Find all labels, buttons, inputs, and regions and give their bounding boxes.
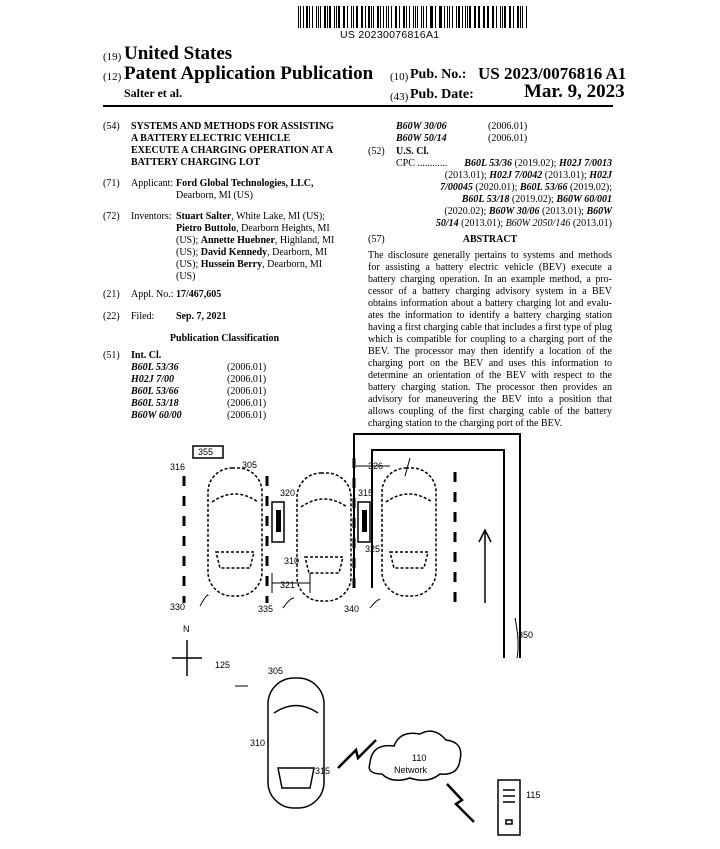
- abstract-line: which is compatible for coupling to a charging port of the: [368, 334, 612, 345]
- label-network: Network: [394, 765, 428, 775]
- cpc-year: (2019.02);: [511, 158, 559, 169]
- barcode-bar: [399, 6, 400, 28]
- vehicle-340: [382, 468, 436, 596]
- inventor-name: Annette Huebner: [200, 235, 275, 246]
- cpc-line: [396, 218, 612, 230]
- code-21: (21): [103, 289, 120, 300]
- cpc-code: B60W 30/06: [488, 206, 540, 217]
- label-316: 316: [170, 462, 186, 472]
- inventors-list: [176, 211, 346, 283]
- barcode-bar: [320, 6, 321, 28]
- barcode-bar: [353, 6, 354, 28]
- barcode-bar: [520, 6, 521, 28]
- class-code: B60W 60/00: [131, 410, 182, 421]
- inventor-location: , White Lake, MI (US);: [231, 211, 325, 222]
- vehicle-335: [297, 473, 351, 601]
- label-355: 355: [198, 447, 214, 457]
- appl-label: Appl. No.:: [131, 289, 174, 300]
- label-321: 321: [280, 580, 296, 590]
- barcode-bar: [303, 6, 304, 28]
- barcode-bar: [456, 6, 457, 28]
- barcode-bar: [510, 6, 511, 28]
- abstract-line: having a first charging cable that includes a first type of plug: [368, 322, 612, 333]
- abstract-line: battery charging operation. In an example method, a pro-: [368, 274, 612, 285]
- inventor-name: Pietro Buttolo: [176, 223, 237, 234]
- barcode-bar: [500, 6, 501, 28]
- cpc-code: B60L 53/66: [519, 182, 568, 193]
- inventor-name: Hussein Berry: [200, 259, 263, 270]
- code-19: (19): [103, 51, 122, 63]
- barcode-bar: [467, 6, 468, 28]
- country: United States: [124, 43, 233, 64]
- cpc-code: H02J 7/0042: [489, 170, 543, 181]
- leader-335: [283, 598, 294, 608]
- barcode-bar: [487, 6, 489, 28]
- inventor-location: (US): [176, 271, 196, 282]
- appl-no: 17/467,605: [176, 289, 222, 300]
- cpc-line: [396, 158, 612, 170]
- class-code: B60W 30/06: [396, 121, 447, 132]
- cpc-year: (2013.01);: [458, 218, 506, 229]
- barcode-bar: [336, 6, 337, 28]
- barcode-bar: [435, 6, 436, 28]
- server-icon: [498, 780, 520, 835]
- label-340: 340: [344, 604, 360, 614]
- title-line: SYSTEMS AND METHODS FOR ASSISTING: [131, 121, 334, 132]
- barcode-bar: [484, 6, 485, 28]
- cpc-code: 7/00045: [440, 182, 473, 193]
- cpc-code: B60W 2050/146: [505, 218, 571, 229]
- barcode-bar: [351, 6, 352, 28]
- barcode-bar: [465, 6, 466, 28]
- abstract-line: charging port on the BEV and uses this information to: [368, 358, 612, 369]
- barcode-bar: [440, 6, 441, 28]
- title: [131, 121, 346, 169]
- cont-class-list: [396, 121, 616, 145]
- barcode-bar: [475, 6, 476, 28]
- barcode-bar: [334, 6, 335, 28]
- class-year: (2006.01): [488, 133, 528, 144]
- cpc-year: (2019.02);: [509, 194, 557, 205]
- cable-icon: [362, 510, 367, 532]
- label-315: 315: [358, 488, 374, 498]
- barcode-bar: [522, 6, 523, 28]
- class-code: B60L 53/36: [131, 362, 179, 373]
- barcode-bar: [329, 6, 331, 28]
- barcode-bar: [365, 6, 366, 28]
- class-year: (2006.01): [227, 386, 267, 397]
- pub-date-label: Pub. Date:: [410, 87, 474, 102]
- barcode-bar: [318, 6, 319, 28]
- inventor-location: (US);: [176, 259, 201, 270]
- class-year: (2006.01): [227, 398, 267, 409]
- label-335: 335: [258, 604, 274, 614]
- abstract-line: battery charging station. The processor then provides an: [368, 382, 612, 393]
- cpc-line: [396, 194, 612, 206]
- barcode-bar: [421, 6, 422, 28]
- barcode-bar: [423, 6, 424, 28]
- inventor-name: Stuart Salter: [176, 211, 232, 222]
- cpc-line: [396, 206, 612, 218]
- code-43: (43): [390, 91, 409, 103]
- cpc-year: (2013.01);: [542, 170, 590, 181]
- barcode-bar: [316, 6, 317, 28]
- barcode-bar: [309, 6, 311, 28]
- cpc-code: B60W 60/001: [556, 194, 612, 205]
- barcode-number: US 20230076816A1: [340, 29, 440, 41]
- patent-figure: [160, 428, 720, 849]
- abstract-heading: ABSTRACT: [462, 234, 518, 245]
- class-code: B60L 53/66: [131, 386, 179, 397]
- barcode-bar: [496, 6, 497, 28]
- abstract-line: BEV. The processor may then identify a location of the: [368, 346, 612, 357]
- cpc-year: (2020.02);: [444, 206, 489, 217]
- barcode-bar: [344, 6, 345, 28]
- inventor-location: (US);: [176, 235, 201, 246]
- inventor-location: , Highland, MI: [274, 235, 335, 246]
- abstract-line: ates the information to identify a battery charging station: [368, 310, 612, 321]
- barcode-bar: [386, 6, 387, 28]
- class-year: (2006.01): [227, 410, 267, 421]
- label-310b: 310: [250, 738, 266, 748]
- filed-date: Sep. 7, 2021: [176, 311, 227, 322]
- barcode-bar: [306, 6, 307, 28]
- cpc-year: (2020.01);: [472, 182, 520, 193]
- barcode-bar: [502, 6, 503, 28]
- cpc-code: B60L 53/36: [464, 158, 512, 169]
- applicant-city: Dearborn, MI (US): [176, 190, 253, 201]
- inventor-location: (US);: [176, 247, 201, 258]
- barcode-bar: [415, 6, 416, 28]
- inventor-location: , Dearborn, MI: [262, 259, 323, 270]
- barcode-bar: [388, 6, 389, 28]
- int-cl-label: Int. Cl.: [131, 350, 162, 361]
- int-cl-list: [131, 362, 351, 422]
- title-line: EXECUTE A CHARGING OPERATION AT A: [131, 145, 333, 156]
- barcode-bar: [300, 6, 301, 28]
- label-125: 125: [215, 660, 231, 670]
- cpc-line: [396, 170, 612, 182]
- label-325: 325: [365, 544, 381, 554]
- publication-type: Patent Application Publication: [124, 63, 374, 84]
- barcode-bar: [391, 6, 392, 28]
- lane-arrow: [479, 530, 491, 603]
- barcode-bar: [526, 6, 527, 28]
- code-52: (52): [368, 146, 385, 157]
- class-code: H02J 7/00: [131, 374, 175, 385]
- barcode-bar: [417, 6, 418, 28]
- barcode-bar: [431, 6, 433, 28]
- barcode-bar: [338, 6, 339, 28]
- abstract-line: for assisting a battery electric vehicle (BEV) execute a: [368, 262, 612, 273]
- cpc-year: (2013.01): [570, 218, 612, 229]
- cpc-block: [396, 158, 612, 230]
- barcode-bar: [409, 6, 410, 28]
- abstract-text: [368, 250, 612, 430]
- label-320: 320: [280, 488, 296, 498]
- pub-no: US 2023/0076816 A1: [478, 64, 627, 83]
- vehicle-330: [208, 468, 262, 596]
- leader-326: [405, 458, 410, 476]
- cable-icon: [276, 510, 281, 532]
- barcode-bar: [298, 6, 299, 28]
- code-10: (10): [390, 71, 409, 83]
- cpc-code: B60W: [586, 206, 612, 217]
- filed-label: Filed:: [131, 311, 155, 322]
- barcode-bar: [377, 6, 379, 28]
- abstract-line: determine an orientation of the BEV with respect to the: [368, 370, 612, 381]
- barcode-bar: [395, 6, 396, 28]
- label-115: 115: [526, 790, 541, 800]
- class-code: B60W 50/14: [396, 133, 447, 144]
- barcode-bar: [343, 6, 344, 28]
- cpc-code: B60L 53/18: [461, 194, 510, 205]
- us-cl-label: U.S. Cl.: [396, 146, 429, 157]
- cpc-year: (2013.01);: [539, 206, 587, 217]
- inventor-location: , Dearborn Heights, MI: [236, 223, 330, 234]
- code-22: (22): [103, 311, 120, 322]
- barcode-bar: [444, 6, 445, 28]
- cpc-code: H02J 7/0013: [558, 158, 612, 169]
- barcode-bar: [380, 6, 381, 28]
- barcode-bar: [327, 6, 328, 28]
- wireless-link-icon: [447, 784, 474, 822]
- barcode-bar: [396, 6, 397, 28]
- barcode-bar: [513, 6, 514, 28]
- cpc-code: 50/14: [435, 218, 459, 229]
- applicant-label: Applicant:: [131, 178, 174, 189]
- barcode-bar: [383, 6, 384, 28]
- barcode-bar: [517, 6, 519, 28]
- barcode-bar: [324, 6, 325, 28]
- label-330: 330: [170, 602, 186, 612]
- pub-class-heading: Publication Classification: [169, 333, 280, 344]
- barcode-bar: [356, 6, 358, 28]
- label-326: 326: [368, 461, 384, 471]
- abstract-line: allows coupling of the first charging cable of the battery: [368, 406, 612, 417]
- barcode: [298, 6, 528, 28]
- barcode-bar: [449, 6, 450, 28]
- barcode-bar: [368, 6, 369, 28]
- barcode-bar: [371, 6, 372, 28]
- abstract-line: obtains information about a battery charging lot and evalu-: [368, 298, 612, 309]
- barcode-bar: [413, 6, 414, 28]
- barcode-bar: [426, 6, 427, 28]
- inventor-location: , Dearborn, MI: [267, 247, 328, 258]
- label-350: 350: [518, 630, 534, 640]
- code-57: (57): [368, 234, 385, 245]
- title-line: BATTERY CHARGING LOT: [131, 157, 261, 168]
- barcode-bar: [439, 6, 440, 28]
- leader-330: [200, 595, 208, 606]
- code-12: (12): [103, 71, 122, 83]
- barcode-bar: [373, 6, 374, 28]
- leader-340: [370, 600, 380, 608]
- inventor-short: Salter et al.: [124, 86, 183, 100]
- abstract-line: The disclosure generally pertains to systems and methods: [368, 250, 612, 261]
- label-305b: 305: [268, 666, 284, 676]
- cpc-year: (2019.02);: [567, 182, 612, 193]
- inventors-label: Inventors:: [131, 211, 172, 222]
- barcode-bar: [493, 6, 494, 28]
- inventor-name: David Kennedy: [200, 247, 268, 258]
- abstract-line: cessor of a battery charging advisory system in a BEV: [368, 286, 612, 297]
- barcode-bar: [458, 6, 460, 28]
- code-54: (54): [103, 121, 120, 132]
- class-code: B60L 53/18: [131, 398, 179, 409]
- barcode-bar: [452, 6, 453, 28]
- applicant-name: Ford Global Technologies, LLC,: [176, 178, 314, 189]
- barcode-bar: [361, 6, 362, 28]
- pub-no-label: Pub. No.:: [410, 67, 467, 82]
- barcode-bar: [478, 6, 479, 28]
- header-rule: [103, 105, 613, 107]
- abstract-line: advisory for maneuvering the BEV into a position that: [368, 394, 612, 405]
- cpc-label: CPC ............: [396, 158, 448, 169]
- pub-date: Mar. 9, 2023: [524, 81, 625, 102]
- barcode-bar: [403, 6, 405, 28]
- title-line: A BATTERY ELECTRIC VEHICLE: [131, 133, 291, 144]
- barcode-bar: [504, 6, 505, 28]
- barcode-bar: [312, 6, 313, 28]
- class-year: (2006.01): [227, 362, 267, 373]
- barcode-bar: [469, 6, 470, 28]
- label-305: 305: [242, 460, 258, 470]
- bev-vehicle: [268, 678, 324, 808]
- barcode-bar: [447, 6, 448, 28]
- label-110: 110: [412, 753, 427, 763]
- barcode-bar: [347, 6, 348, 28]
- code-71: (71): [103, 178, 120, 189]
- barcode-bar: [509, 6, 510, 28]
- compass-icon: [172, 640, 202, 676]
- abstract-line: charging station to the charging port of the BEV.: [368, 418, 563, 429]
- code-51: (51): [103, 350, 120, 361]
- class-year: (2006.01): [488, 121, 528, 132]
- barcode-bar: [483, 6, 484, 28]
- barcode-bar: [430, 6, 431, 28]
- class-year: (2006.01): [227, 374, 267, 385]
- cpc-year: (2013.01);: [444, 170, 490, 181]
- label-315b: 315: [315, 766, 331, 776]
- label-north: N: [183, 624, 190, 634]
- code-72: (72): [103, 211, 120, 222]
- label-310: 310: [284, 556, 300, 566]
- barcode-bar: [362, 6, 363, 28]
- cpc-line: [396, 182, 612, 194]
- barcode-bar: [462, 6, 463, 28]
- barcode-bar: [492, 6, 493, 28]
- barcode-bar: [474, 6, 475, 28]
- lot-boundary-inner: [372, 450, 504, 658]
- cpc-code: H02J: [589, 170, 612, 181]
- barcode-bar: [406, 6, 407, 28]
